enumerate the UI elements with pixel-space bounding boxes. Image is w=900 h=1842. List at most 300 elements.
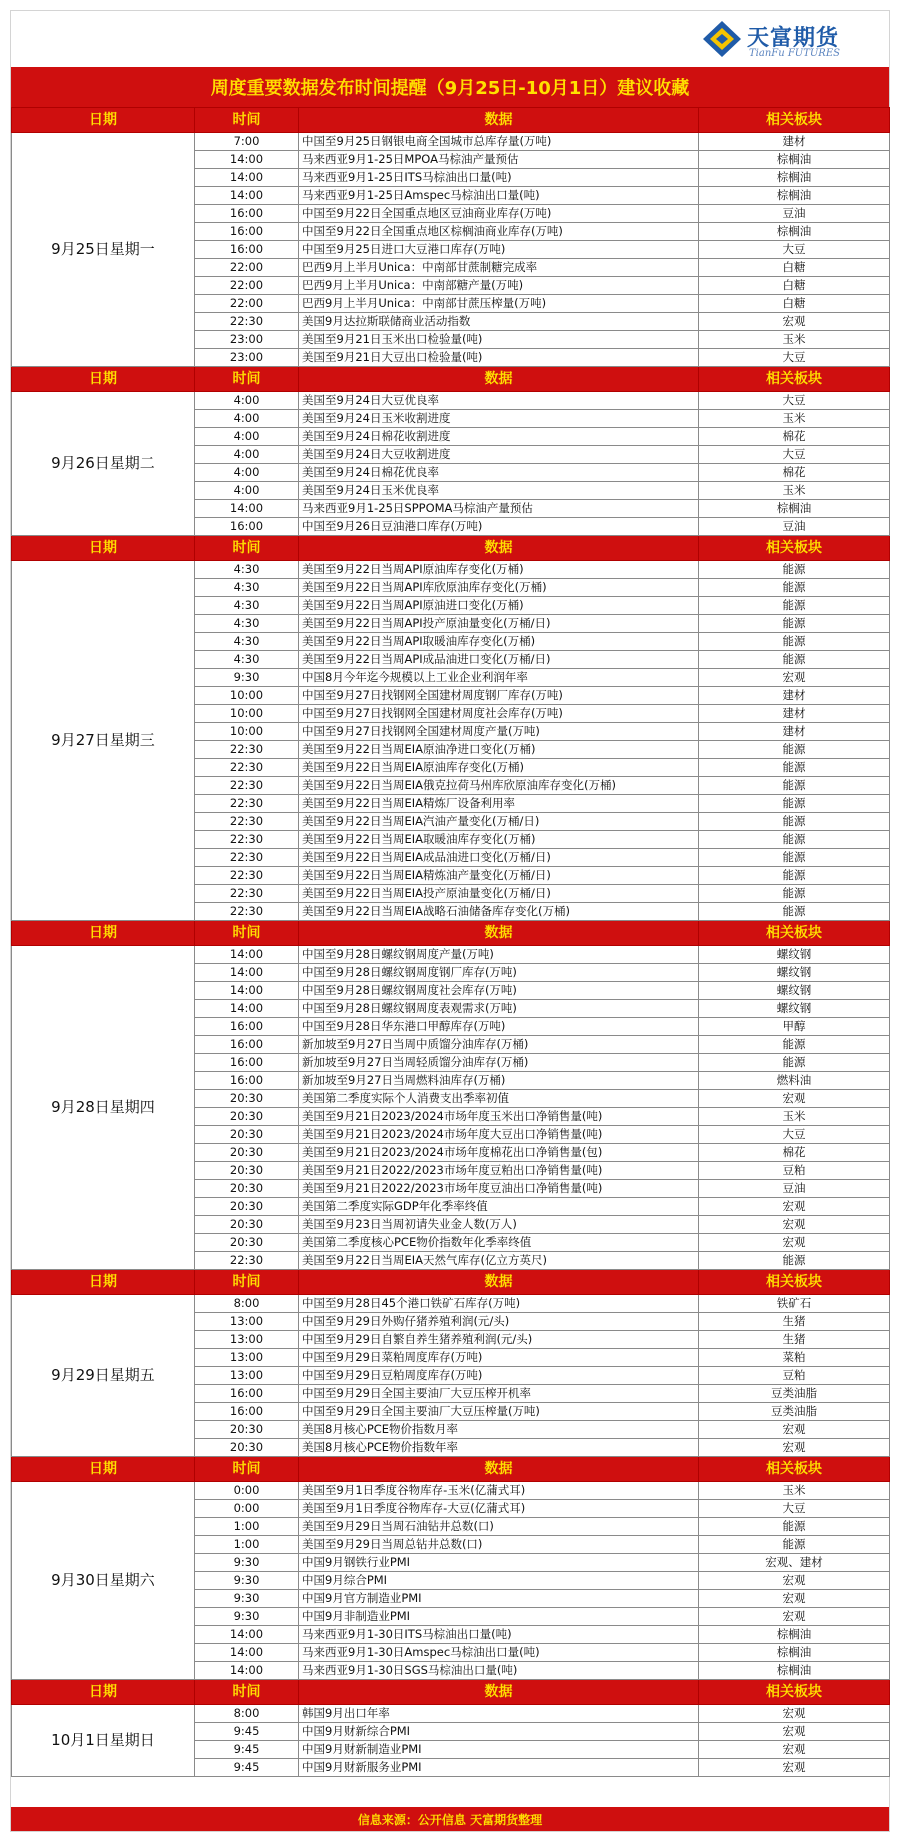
time-cell: 4:00	[195, 410, 299, 428]
sector-cell: 能源	[699, 1054, 890, 1072]
data-cell: 美国至9月24日玉米收割进度	[299, 410, 699, 428]
column-header-row	[12, 536, 890, 561]
sector-cell: 玉米	[699, 410, 890, 428]
time-cell: 8:00	[195, 1295, 299, 1313]
time-cell: 13:00	[195, 1331, 299, 1349]
header-date: 日期	[12, 1457, 195, 1482]
sector-cell: 豆粕	[699, 1367, 890, 1385]
data-cell: 美国至9月22日当周API投产原油量变化(万桶/日)	[299, 615, 699, 633]
data-cell: 中国至9月28日螺纹钢周度产量(万吨)	[299, 946, 699, 964]
time-cell: 22:30	[195, 885, 299, 903]
time-cell: 14:00	[195, 946, 299, 964]
data-cell: 中国至9月27日找钢网全国建材周度钢厂库存(万吨)	[299, 687, 699, 705]
data-cell: 美国至9月22日当周EIA原油净进口变化(万桶)	[299, 741, 699, 759]
time-cell: 13:00	[195, 1349, 299, 1367]
time-cell: 14:00	[195, 500, 299, 518]
time-cell: 9:30	[195, 1590, 299, 1608]
data-cell: 美国第二季度实际个人消费支出季率初值	[299, 1090, 699, 1108]
time-cell: 23:00	[195, 349, 299, 367]
day-date-cell: 9月27日星期三	[12, 561, 195, 921]
header	[11, 11, 889, 65]
sector-cell: 棕榈油	[699, 1644, 890, 1662]
header-time: 时间	[195, 536, 299, 561]
sector-cell: 宏观	[699, 313, 890, 331]
column-header-row	[12, 108, 890, 133]
header-data: 数据	[299, 1457, 699, 1482]
data-cell: 马来西亚9月1-25日Amspec马棕油出口量(吨)	[299, 187, 699, 205]
time-cell: 4:00	[195, 428, 299, 446]
sector-cell: 大豆	[699, 446, 890, 464]
time-cell: 14:00	[195, 187, 299, 205]
time-cell: 22:30	[195, 813, 299, 831]
data-cell: 美国至9月22日当周API原油库存变化(万桶)	[299, 561, 699, 579]
data-cell: 中国至9月29日全国主要油厂大豆压榨开机率	[299, 1385, 699, 1403]
data-cell: 马来西亚9月1-25日ITS马棕油出口量(吨)	[299, 169, 699, 187]
sector-cell: 能源	[699, 633, 890, 651]
time-cell: 14:00	[195, 1626, 299, 1644]
time-cell: 20:30	[195, 1234, 299, 1252]
header-sector: 相关板块	[699, 1680, 890, 1705]
time-cell: 22:00	[195, 259, 299, 277]
time-cell: 7:00	[195, 133, 299, 151]
time-cell: 0:00	[195, 1482, 299, 1500]
time-cell: 1:00	[195, 1518, 299, 1536]
time-cell: 10:00	[195, 687, 299, 705]
time-cell: 16:00	[195, 1385, 299, 1403]
data-cell: 中国至9月28日螺纹钢周度表观需求(万吨)	[299, 1000, 699, 1018]
time-cell: 22:30	[195, 1252, 299, 1270]
time-cell: 16:00	[195, 223, 299, 241]
time-cell: 22:30	[195, 831, 299, 849]
sector-cell: 能源	[699, 903, 890, 921]
column-header-row	[12, 1457, 890, 1482]
sector-cell: 宏观	[699, 669, 890, 687]
data-cell: 巴西9月上半月Unica：中南部甘蔗制糖完成率	[299, 259, 699, 277]
time-cell: 4:30	[195, 633, 299, 651]
footer-source: 信息来源：公开信息 天富期货整理	[11, 1807, 889, 1831]
data-cell: 美国至9月22日当周API库欣原油库存变化(万桶)	[299, 579, 699, 597]
sector-cell: 能源	[699, 849, 890, 867]
data-cell: 美国至9月22日当周EIA精炼油产量变化(万桶/日)	[299, 867, 699, 885]
table-row	[12, 1705, 890, 1723]
time-cell: 20:30	[195, 1090, 299, 1108]
time-cell: 20:30	[195, 1126, 299, 1144]
time-cell: 4:30	[195, 579, 299, 597]
time-cell: 4:30	[195, 615, 299, 633]
sector-cell: 建材	[699, 705, 890, 723]
time-cell: 16:00	[195, 241, 299, 259]
sector-cell: 豆油	[699, 1180, 890, 1198]
table-row	[12, 133, 890, 151]
data-cell: 中国至9月28日45个港口铁矿石库存(万吨)	[299, 1295, 699, 1313]
time-cell: 9:30	[195, 669, 299, 687]
sector-cell: 建材	[699, 723, 890, 741]
time-cell: 14:00	[195, 982, 299, 1000]
data-cell: 中国至9月22日全国重点地区豆油商业库存(万吨)	[299, 205, 699, 223]
document-frame	[10, 10, 890, 1832]
time-cell: 20:30	[195, 1198, 299, 1216]
sector-cell: 大豆	[699, 349, 890, 367]
data-cell: 美国至9月23日当周初请失业金人数(万人)	[299, 1216, 699, 1234]
time-cell: 8:00	[195, 1705, 299, 1723]
schedule-table	[11, 107, 890, 1777]
sector-cell: 能源	[699, 1252, 890, 1270]
table-row	[12, 392, 890, 410]
time-cell: 9:30	[195, 1554, 299, 1572]
page-title: 周度重要数据发布时间提醒（9月25日-10月1日）建议收藏	[11, 67, 889, 107]
data-cell: 中国至9月28日螺纹钢周度社会库存(万吨)	[299, 982, 699, 1000]
time-cell: 9:45	[195, 1723, 299, 1741]
header-data: 数据	[299, 1270, 699, 1295]
data-cell: 新加坡至9月27日当周燃料油库存(万桶)	[299, 1072, 699, 1090]
sector-cell: 宏观	[699, 1759, 890, 1777]
data-cell: 美国至9月22日当周EIA成品油进口变化(万桶/日)	[299, 849, 699, 867]
data-cell: 美国至9月22日当周EIA天然气库存(亿立方英尺)	[299, 1252, 699, 1270]
sector-cell: 能源	[699, 597, 890, 615]
data-cell: 美国至9月21日2022/2023市场年度豆油出口净销售量(吨)	[299, 1180, 699, 1198]
time-cell: 23:00	[195, 331, 299, 349]
header-sector: 相关板块	[699, 921, 890, 946]
data-cell: 中国至9月28日华东港口甲醇库存(万吨)	[299, 1018, 699, 1036]
table-row	[12, 1295, 890, 1313]
time-cell: 22:30	[195, 777, 299, 795]
time-cell: 22:30	[195, 795, 299, 813]
sector-cell: 宏观	[699, 1234, 890, 1252]
sector-cell: 能源	[699, 795, 890, 813]
sector-cell: 螺纹钢	[699, 1000, 890, 1018]
sector-cell: 能源	[699, 1036, 890, 1054]
time-cell: 16:00	[195, 205, 299, 223]
data-cell: 美国至9月21日玉米出口检验量(吨)	[299, 331, 699, 349]
time-cell: 20:30	[195, 1162, 299, 1180]
header-data: 数据	[299, 1680, 699, 1705]
sector-cell: 宏观	[699, 1439, 890, 1457]
time-cell: 9:45	[195, 1741, 299, 1759]
sector-cell: 能源	[699, 777, 890, 795]
data-cell: 美国至9月24日大豆优良率	[299, 392, 699, 410]
sector-cell: 燃料油	[699, 1072, 890, 1090]
sector-cell: 豆粕	[699, 1162, 890, 1180]
data-cell: 美国至9月21日2023/2024市场年度棉花出口净销售量(包)	[299, 1144, 699, 1162]
sector-cell: 能源	[699, 867, 890, 885]
header-date: 日期	[12, 921, 195, 946]
schedule-table-wrap	[11, 107, 889, 1777]
sector-cell: 棉花	[699, 464, 890, 482]
time-cell: 13:00	[195, 1313, 299, 1331]
time-cell: 22:30	[195, 741, 299, 759]
data-cell: 马来西亚9月1-30日Amspec马棕油出口量(吨)	[299, 1644, 699, 1662]
sector-cell: 能源	[699, 1518, 890, 1536]
data-cell: 中国9月财新服务业PMI	[299, 1759, 699, 1777]
data-cell: 马来西亚9月1-30日ITS马棕油出口量(吨)	[299, 1626, 699, 1644]
tianfu-logo-icon	[701, 19, 743, 59]
data-cell: 中国至9月25日进口大豆港口库存(万吨)	[299, 241, 699, 259]
sector-cell: 宏观	[699, 1608, 890, 1626]
column-header-row	[12, 1680, 890, 1705]
time-cell: 22:00	[195, 295, 299, 313]
data-cell: 韩国9月出口年率	[299, 1705, 699, 1723]
sector-cell: 螺纹钢	[699, 982, 890, 1000]
sector-cell: 棉花	[699, 428, 890, 446]
data-cell: 美国至9月21日大豆出口检验量(吨)	[299, 349, 699, 367]
sector-cell: 能源	[699, 615, 890, 633]
data-cell: 新加坡至9月27日当周中质馏分油库存(万桶)	[299, 1036, 699, 1054]
sector-cell: 宏观	[699, 1216, 890, 1234]
time-cell: 16:00	[195, 1072, 299, 1090]
header-data: 数据	[299, 108, 699, 133]
data-cell: 中国至9月28日螺纹钢周度钢厂库存(万吨)	[299, 964, 699, 982]
sector-cell: 玉米	[699, 1482, 890, 1500]
sector-cell: 宏观	[699, 1090, 890, 1108]
data-cell: 美国至9月22日当周EIA汽油产量变化(万桶/日)	[299, 813, 699, 831]
data-cell: 美国至9月22日当周EIA俄克拉荷马州库欣原油库存变化(万桶)	[299, 777, 699, 795]
brand-name-en: TianFu FUTURES	[749, 48, 840, 59]
sector-cell: 棕榈油	[699, 1626, 890, 1644]
time-cell: 14:00	[195, 964, 299, 982]
sector-cell: 棕榈油	[699, 500, 890, 518]
sector-cell: 能源	[699, 885, 890, 903]
data-cell: 美国8月核心PCE物价指数年率	[299, 1439, 699, 1457]
time-cell: 20:30	[195, 1216, 299, 1234]
data-cell: 美国8月核心PCE物价指数月率	[299, 1421, 699, 1439]
sector-cell: 豆类油脂	[699, 1403, 890, 1421]
sector-cell: 玉米	[699, 331, 890, 349]
time-cell: 20:30	[195, 1144, 299, 1162]
time-cell: 20:30	[195, 1180, 299, 1198]
header-time: 时间	[195, 1457, 299, 1482]
sector-cell: 能源	[699, 579, 890, 597]
data-cell: 美国9月达拉斯联储商业活动指数	[299, 313, 699, 331]
sector-cell: 棕榈油	[699, 169, 890, 187]
sector-cell: 宏观	[699, 1421, 890, 1439]
time-cell: 10:00	[195, 723, 299, 741]
header-data: 数据	[299, 536, 699, 561]
time-cell: 16:00	[195, 518, 299, 536]
sector-cell: 棕榈油	[699, 1662, 890, 1680]
time-cell: 14:00	[195, 1644, 299, 1662]
data-cell: 美国至9月29日当周总钻井总数(口)	[299, 1536, 699, 1554]
time-cell: 16:00	[195, 1403, 299, 1421]
time-cell: 20:30	[195, 1439, 299, 1457]
sector-cell: 能源	[699, 831, 890, 849]
header-date: 日期	[12, 1680, 195, 1705]
header-date: 日期	[12, 1270, 195, 1295]
data-cell: 中国9月财新综合PMI	[299, 1723, 699, 1741]
sector-cell: 螺纹钢	[699, 946, 890, 964]
column-header-row	[12, 1270, 890, 1295]
sector-cell: 白糖	[699, 295, 890, 313]
header-date: 日期	[12, 536, 195, 561]
sector-cell: 宏观	[699, 1723, 890, 1741]
sector-cell: 甲醇	[699, 1018, 890, 1036]
data-cell: 中国至9月22日全国重点地区棕榈油商业库存(万吨)	[299, 223, 699, 241]
sector-cell: 豆油	[699, 205, 890, 223]
sector-cell: 白糖	[699, 277, 890, 295]
day-date-cell: 10月1日星期日	[12, 1705, 195, 1777]
time-cell: 13:00	[195, 1367, 299, 1385]
time-cell: 4:00	[195, 464, 299, 482]
time-cell: 22:30	[195, 903, 299, 921]
data-cell: 中国至9月27日找钢网全国建材周度社会库存(万吨)	[299, 705, 699, 723]
data-cell: 美国至9月22日当周EIA原油库存变化(万桶)	[299, 759, 699, 777]
time-cell: 22:30	[195, 849, 299, 867]
sector-cell: 棕榈油	[699, 151, 890, 169]
time-cell: 14:00	[195, 1000, 299, 1018]
sector-cell: 建材	[699, 133, 890, 151]
sector-cell: 大豆	[699, 392, 890, 410]
time-cell: 4:00	[195, 446, 299, 464]
sector-cell: 宏观、建材	[699, 1554, 890, 1572]
data-cell: 中国9月财新制造业PMI	[299, 1741, 699, 1759]
sector-cell: 铁矿石	[699, 1295, 890, 1313]
data-cell: 美国第二季度核心PCE物价指数年化季率终值	[299, 1234, 699, 1252]
time-cell: 9:30	[195, 1608, 299, 1626]
header-time: 时间	[195, 1680, 299, 1705]
time-cell: 22:30	[195, 313, 299, 331]
header-sector: 相关板块	[699, 1457, 890, 1482]
day-date-cell: 9月26日星期二	[12, 392, 195, 536]
data-cell: 美国至9月22日当周API取暖油库存变化(万桶)	[299, 633, 699, 651]
time-cell: 22:30	[195, 759, 299, 777]
data-cell: 中国至9月29日豆粕周度库存(万吨)	[299, 1367, 699, 1385]
data-cell: 美国至9月24日棉花收割进度	[299, 428, 699, 446]
data-cell: 美国至9月1日季度谷物库存-玉米(亿蒲式耳)	[299, 1482, 699, 1500]
header-data: 数据	[299, 921, 699, 946]
time-cell: 20:30	[195, 1108, 299, 1126]
sector-cell: 能源	[699, 651, 890, 669]
data-cell: 美国至9月1日季度谷物库存-大豆(亿蒲式耳)	[299, 1500, 699, 1518]
sector-cell: 玉米	[699, 482, 890, 500]
time-cell: 20:30	[195, 1421, 299, 1439]
sector-cell: 大豆	[699, 1500, 890, 1518]
data-cell: 马来西亚9月1-25日MPOA马棕油产量预估	[299, 151, 699, 169]
sector-cell: 玉米	[699, 1108, 890, 1126]
header-sector: 相关板块	[699, 536, 890, 561]
data-cell: 中国至9月29日菜粕周度库存(万吨)	[299, 1349, 699, 1367]
data-cell: 美国至9月29日当周石油钻井总数(口)	[299, 1518, 699, 1536]
header-time: 时间	[195, 1270, 299, 1295]
header-time: 时间	[195, 108, 299, 133]
header-sector: 相关板块	[699, 108, 890, 133]
time-cell: 16:00	[195, 1054, 299, 1072]
time-cell: 9:30	[195, 1572, 299, 1590]
day-date-cell: 9月25日星期一	[12, 133, 195, 367]
sector-cell: 宏观	[699, 1572, 890, 1590]
sector-cell: 能源	[699, 1536, 890, 1554]
table-row	[12, 946, 890, 964]
sector-cell: 能源	[699, 813, 890, 831]
header-date: 日期	[12, 367, 195, 392]
table-row	[12, 1482, 890, 1500]
data-cell: 美国至9月21日2023/2024市场年度大豆出口净销售量(吨)	[299, 1126, 699, 1144]
data-cell: 马来西亚9月1-30日SGS马棕油出口量(吨)	[299, 1662, 699, 1680]
time-cell: 22:30	[195, 867, 299, 885]
time-cell: 4:30	[195, 561, 299, 579]
data-cell: 中国至9月26日豆油港口库存(万吨)	[299, 518, 699, 536]
data-cell: 中国至9月27日找钢网全国建材周度产量(万吨)	[299, 723, 699, 741]
sector-cell: 宏观	[699, 1198, 890, 1216]
sector-cell: 豆油	[699, 518, 890, 536]
data-cell: 美国至9月24日大豆收割进度	[299, 446, 699, 464]
time-cell: 9:45	[195, 1759, 299, 1777]
sector-cell: 大豆	[699, 1126, 890, 1144]
time-cell: 22:00	[195, 277, 299, 295]
data-cell: 中国8月今年迄今规模以上工业企业利润年率	[299, 669, 699, 687]
sector-cell: 生猪	[699, 1331, 890, 1349]
day-date-cell: 9月29日星期五	[12, 1295, 195, 1457]
data-cell: 美国至9月21日2022/2023市场年度豆粕出口净销售量(吨)	[299, 1162, 699, 1180]
sector-cell: 螺纹钢	[699, 964, 890, 982]
data-cell: 中国至9月25日钢银电商全国城市总库存量(万吨)	[299, 133, 699, 151]
day-date-cell: 9月30日星期六	[12, 1482, 195, 1680]
sector-cell: 豆类油脂	[699, 1385, 890, 1403]
data-cell: 美国至9月21日2023/2024市场年度玉米出口净销售量(吨)	[299, 1108, 699, 1126]
sector-cell: 宏观	[699, 1590, 890, 1608]
data-cell: 中国至9月29日全国主要油厂大豆压榨量(万吨)	[299, 1403, 699, 1421]
time-cell: 4:30	[195, 597, 299, 615]
header-sector: 相关板块	[699, 1270, 890, 1295]
data-cell: 中国9月钢铁行业PMI	[299, 1554, 699, 1572]
data-cell: 新加坡至9月27日当周轻质馏分油库存(万桶)	[299, 1054, 699, 1072]
time-cell: 0:00	[195, 1500, 299, 1518]
data-cell: 巴西9月上半月Unica：中南部甘蔗压榨量(万吨)	[299, 295, 699, 313]
sector-cell: 宏观	[699, 1741, 890, 1759]
sector-cell: 生猪	[699, 1313, 890, 1331]
time-cell: 14:00	[195, 151, 299, 169]
data-cell: 美国第二季度实际GDP年化季率终值	[299, 1198, 699, 1216]
sector-cell: 建材	[699, 687, 890, 705]
header-data: 数据	[299, 367, 699, 392]
column-header-row	[12, 367, 890, 392]
table-row	[12, 561, 890, 579]
header-time: 时间	[195, 367, 299, 392]
data-cell: 中国至9月29日外购仔猪养殖利润(元/头)	[299, 1313, 699, 1331]
data-cell: 中国9月官方制造业PMI	[299, 1590, 699, 1608]
sector-cell: 大豆	[699, 241, 890, 259]
sector-cell: 宏观	[699, 1705, 890, 1723]
time-cell: 4:00	[195, 392, 299, 410]
sector-cell: 棉花	[699, 1144, 890, 1162]
time-cell: 14:00	[195, 169, 299, 187]
day-date-cell: 9月28日星期四	[12, 946, 195, 1270]
data-cell: 美国至9月24日玉米优良率	[299, 482, 699, 500]
header-time: 时间	[195, 921, 299, 946]
brand-name-cn: 天富期货	[747, 26, 840, 51]
data-cell: 巴西9月上半月Unica：中南部糖产量(万吨)	[299, 277, 699, 295]
sector-cell: 能源	[699, 561, 890, 579]
data-cell: 中国9月综合PMI	[299, 1572, 699, 1590]
data-cell: 美国至9月22日当周EIA取暖油库存变化(万桶)	[299, 831, 699, 849]
header-sector: 相关板块	[699, 367, 890, 392]
data-cell: 中国9月非制造业PMI	[299, 1608, 699, 1626]
sector-cell: 菜粕	[699, 1349, 890, 1367]
data-cell: 美国至9月22日当周API原油进口变化(万桶)	[299, 597, 699, 615]
data-cell: 美国至9月24日棉花优良率	[299, 464, 699, 482]
time-cell: 10:00	[195, 705, 299, 723]
sector-cell: 棕榈油	[699, 223, 890, 241]
column-header-row	[12, 921, 890, 946]
data-cell: 美国至9月22日当周API成品油进口变化(万桶/日)	[299, 651, 699, 669]
data-cell: 美国至9月22日当周EIA战略石油储备库存变化(万桶)	[299, 903, 699, 921]
time-cell: 4:30	[195, 651, 299, 669]
time-cell: 16:00	[195, 1018, 299, 1036]
time-cell: 14:00	[195, 1662, 299, 1680]
brand-logo	[701, 17, 841, 63]
time-cell: 16:00	[195, 1036, 299, 1054]
data-cell: 中国至9月29日自繁自养生猪养殖利润(元/头)	[299, 1331, 699, 1349]
sector-cell: 棕榈油	[699, 187, 890, 205]
time-cell: 1:00	[195, 1536, 299, 1554]
